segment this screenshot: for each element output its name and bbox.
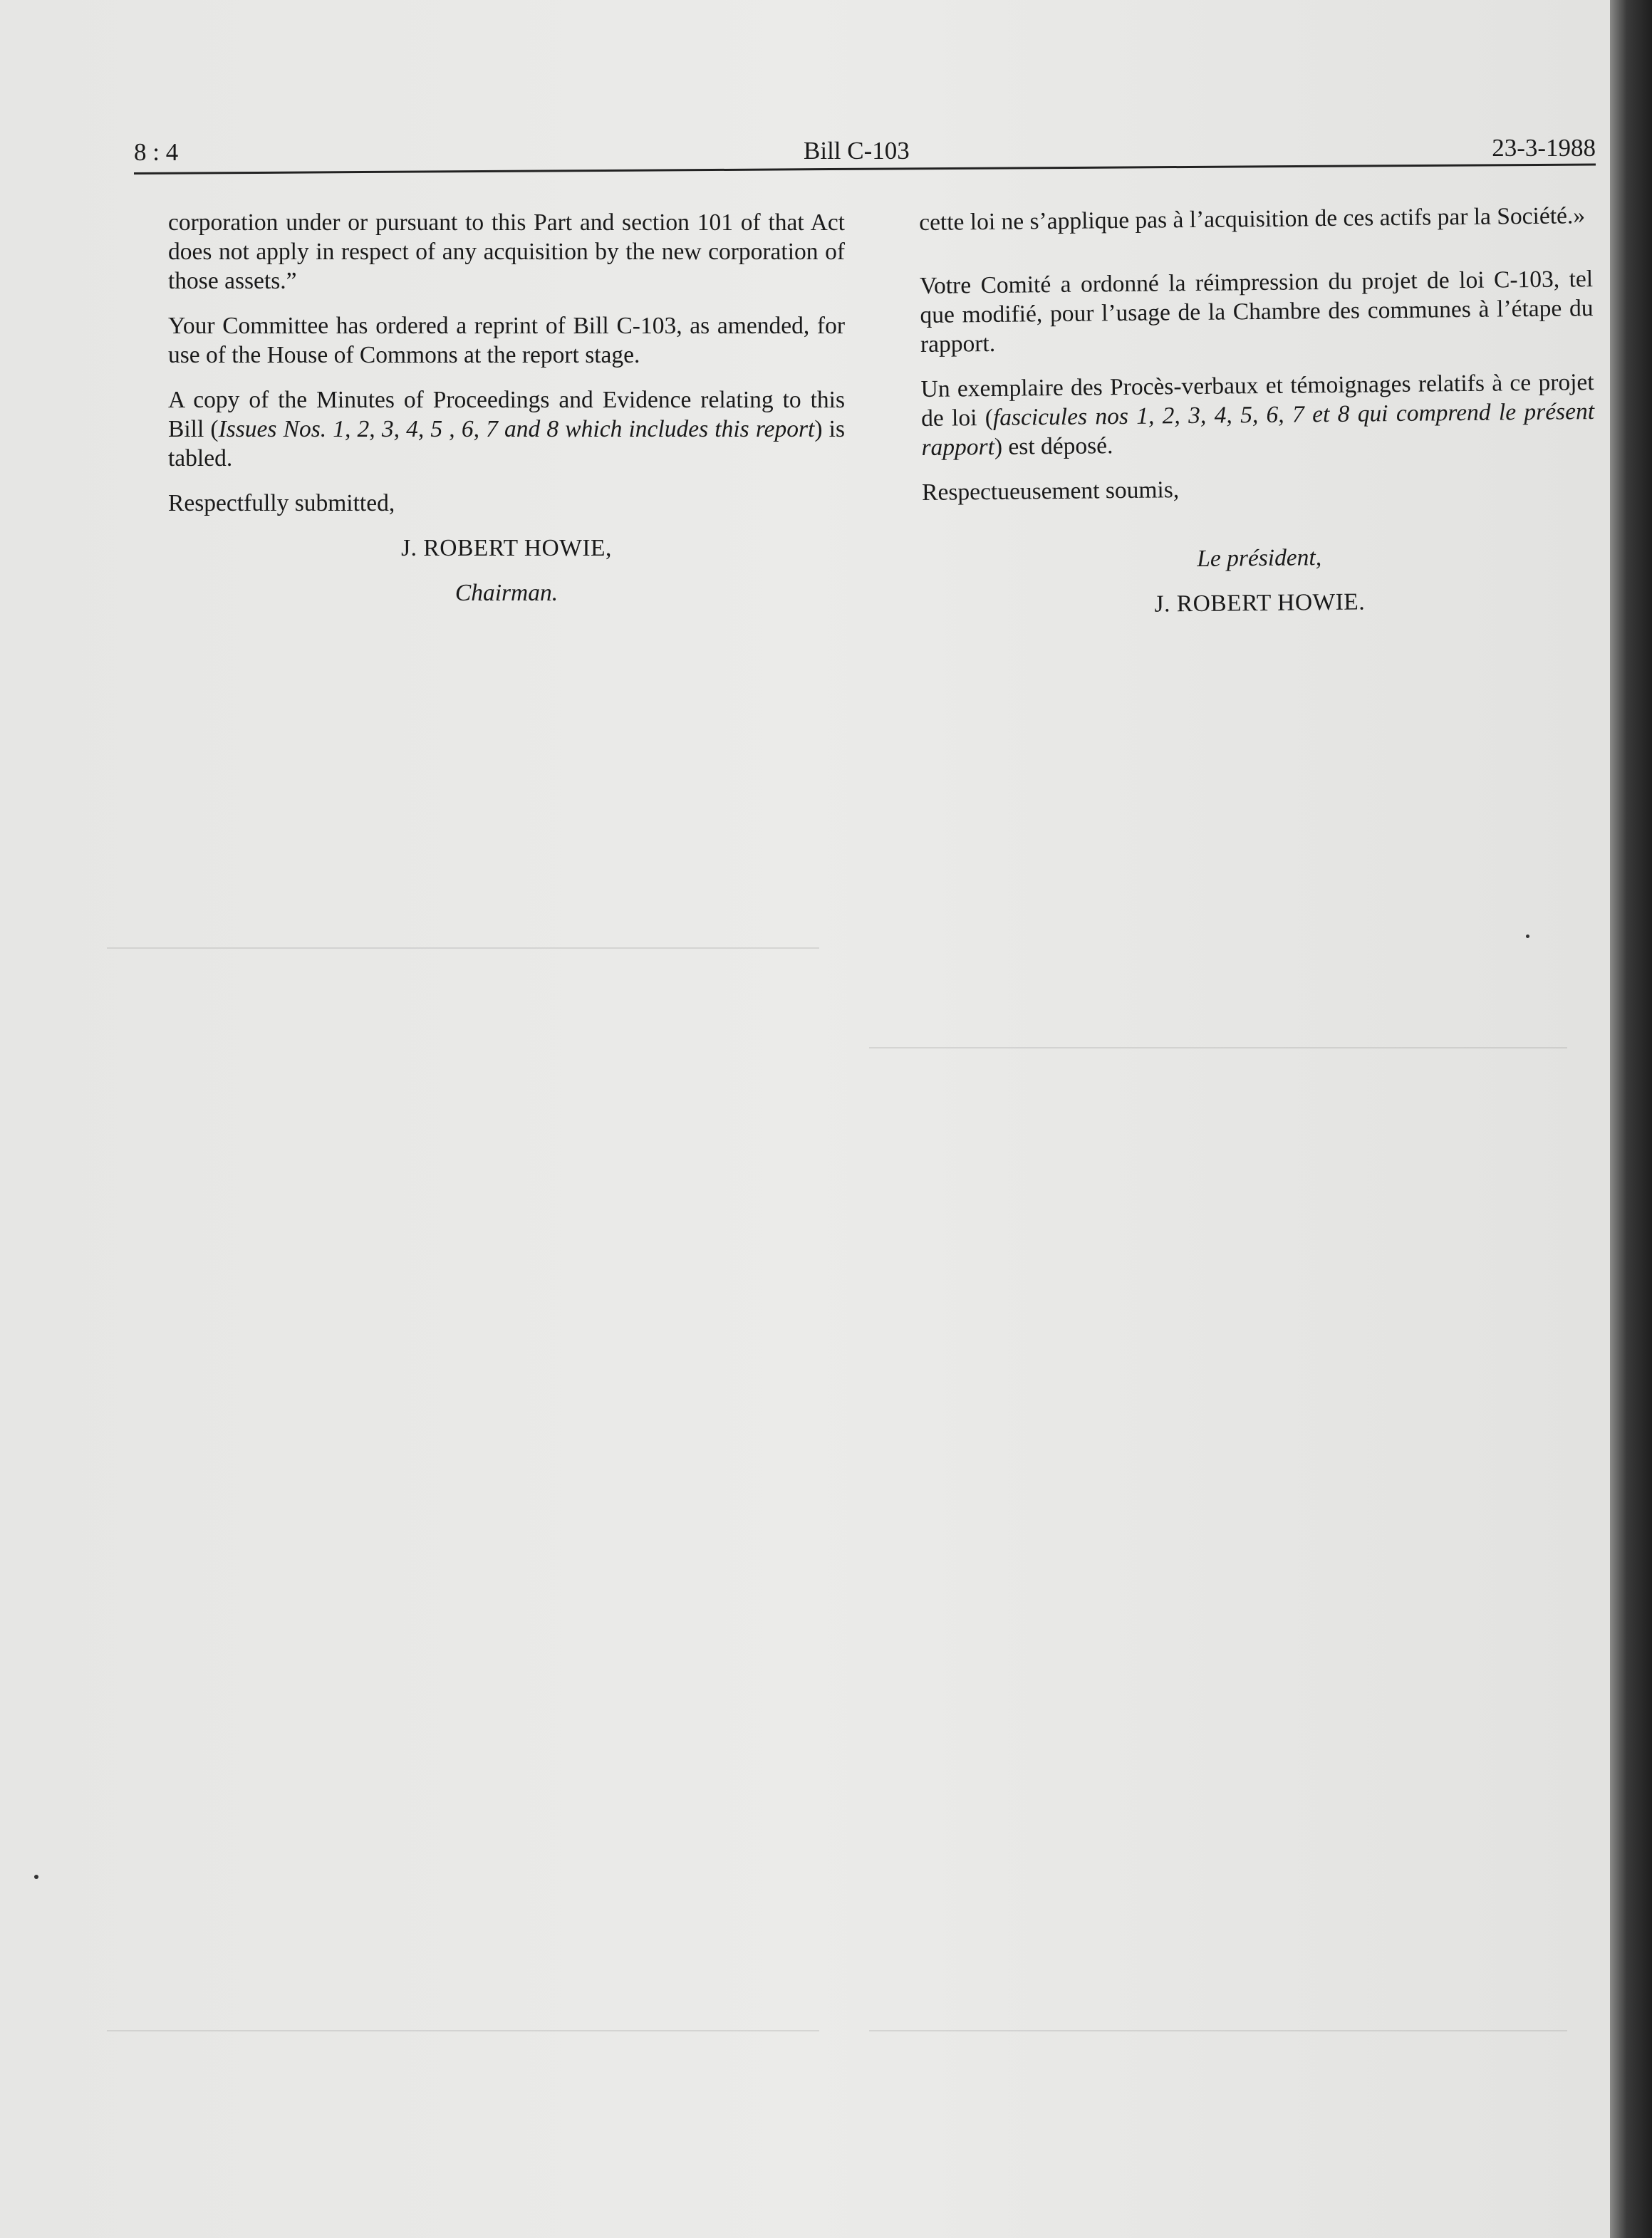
- minutes-paragraph: A copy of the Minutes of Proceedings and Evidence relating to this Bill (Issues Nos. 1, 2, 3, 4, 5 , 6, 7 and 8 which includes this report) is tabled.: [168, 387, 845, 472]
- page-binding-edge: [1610, 0, 1652, 2238]
- issues-reference: Issues Nos. 1, 2, 3, 4, 5 , 6, 7 and 8 which includes this report: [218, 416, 815, 442]
- signature-name-fr: J. ROBERT HOWIE.: [1154, 588, 1366, 618]
- scan-speck: [1526, 935, 1529, 938]
- signature-title: Chairman.: [454, 580, 559, 606]
- english-column: [168, 208, 845, 623]
- bleed-through-rule: [107, 947, 819, 949]
- closing-line: Respectfully submitted,: [168, 490, 395, 516]
- bleed-through-rule: [869, 2030, 1567, 2031]
- bleed-through-rule: [107, 2030, 819, 2031]
- page-number: 8 : 4: [134, 138, 179, 166]
- header-title: Bill C-103: [804, 137, 910, 165]
- reprint-paragraph-fr: Votre Comité a ordonné la réimpression du projet de loi C-103, tel que modifié, pour l’usage de la Chambre des communes à l’étape du rapport.: [919, 266, 1594, 358]
- reprint-paragraph: Your Committee has ordered a reprint of Bill C-103, as amended, for use of the House of Commons at the report stage.: [168, 313, 845, 368]
- french-column: [919, 201, 1596, 637]
- bleed-through-rule: [869, 1047, 1567, 1048]
- scan-speck: [34, 1875, 38, 1879]
- signature-title-fr: Le président,: [1197, 544, 1322, 572]
- minutes-paragraph-fr: Un exemplaire des Procès-verbaux et témoignages relatifs à ce projet de loi (fascicules nos 1, 2, 3, 4, 5, 6, 7 et 8 qui comprend le présent rapport) est déposé.: [920, 369, 1595, 461]
- signature-name: J. ROBERT HOWIE,: [401, 535, 612, 561]
- closing-line-fr: Respectueusement soumis,: [921, 477, 1180, 506]
- continued-paragraph-fr: cette loi ne s’applique pas à l’acquisition de ces actifs par la Société.»: [919, 202, 1586, 236]
- issues-reference-fr: fascicules nos 1, 2, 3, 4, 5, 6, 7 et 8 qui comprend le présent rapport: [921, 398, 1595, 461]
- header-date: 23-3-1988: [1492, 134, 1596, 162]
- continued-paragraph: corporation under or pursuant to this Part and section 101 of that Act does not apply in respect of any acquisition by the new corporation of those assets.”: [168, 209, 845, 294]
